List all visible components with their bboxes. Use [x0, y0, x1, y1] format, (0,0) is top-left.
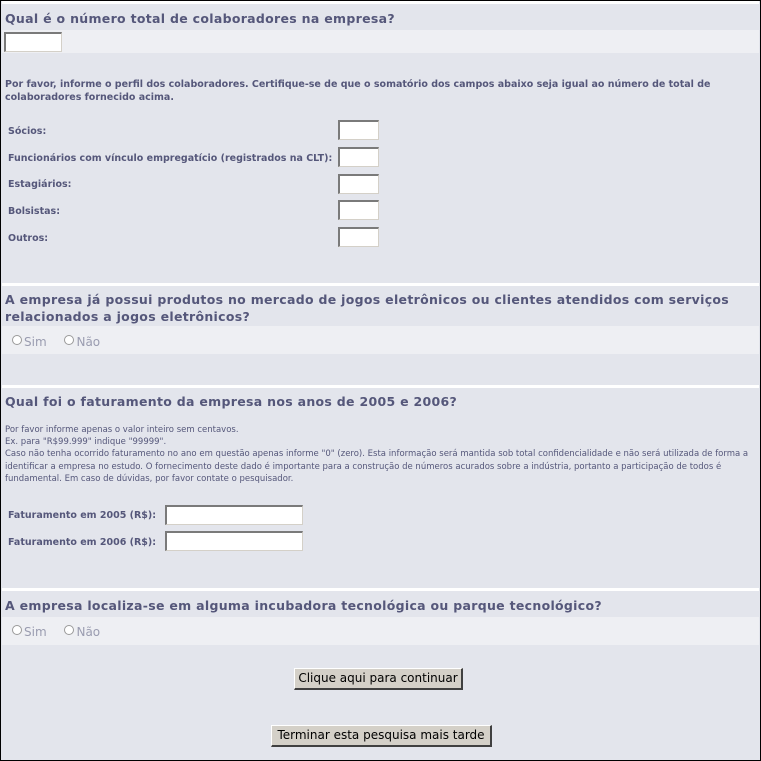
- field-label-revenue-2005: Faturamento em 2005 (R$):: [8, 510, 157, 521]
- incubator-radio-group: [12, 624, 114, 639]
- radio-label: Não: [76, 625, 101, 639]
- answer-band: [2, 617, 759, 645]
- field-label-bolsistas: Bolsistas:: [8, 206, 60, 217]
- revenue-note-integer: Por favor informe apenas o valor inteiro sem centavos.: [5, 425, 239, 435]
- radio-circle-icon[interactable]: [64, 335, 74, 345]
- field-label-revenue-2006: Faturamento em 2006 (R$):: [8, 537, 157, 548]
- radio-label: Sim: [24, 625, 47, 639]
- section-separator: [2, 283, 759, 286]
- field-label-clt: Funcionários com vínculo empregatício (registrados na CLT):: [8, 153, 333, 164]
- question-revenue: Qual foi o faturamento da empresa nos anos de 2005 e 2006?: [5, 394, 458, 409]
- radio-circle-icon[interactable]: [64, 625, 74, 635]
- answer-band: [2, 30, 759, 53]
- outros-input[interactable]: [338, 227, 379, 247]
- section-separator: [2, 385, 759, 388]
- revenue-2006-input[interactable]: [165, 531, 303, 551]
- radio-label: Não: [76, 335, 101, 349]
- answer-band: [2, 326, 759, 354]
- games-market-radio-group: [12, 334, 114, 349]
- total-employees-input[interactable]: [4, 32, 62, 52]
- question-incubator: A empresa localiza-se em alguma incubadora tecnológica ou parque tecnológico?: [5, 598, 602, 613]
- radio-nao[interactable]: [64, 625, 100, 639]
- radio-circle-icon[interactable]: [12, 335, 22, 345]
- revenue-2005-input[interactable]: [165, 505, 303, 525]
- radio-sim[interactable]: [12, 625, 47, 639]
- clt-employees-input[interactable]: [338, 147, 379, 167]
- radio-nao[interactable]: [64, 335, 100, 349]
- socios-input[interactable]: [338, 120, 379, 140]
- radio-label: Sim: [24, 335, 47, 349]
- section-separator: [2, 588, 759, 591]
- continue-button[interactable]: Clique aqui para continuar: [294, 668, 463, 690]
- question-games-market: A empresa já possui produtos no mercado de jogos eletrônicos ou clientes atendidos com serviços relacionados a jogos eletrônicos?: [5, 292, 730, 324]
- field-label-socios: Sócios:: [8, 126, 47, 137]
- question-total-employees: Qual é o número total de colaboradores na empresa?: [5, 11, 395, 26]
- radio-sim[interactable]: [12, 335, 47, 349]
- field-label-outros: Outros:: [8, 233, 49, 244]
- section-separator: [2, 1, 759, 4]
- field-label-estagiarios: Estagiários:: [8, 179, 72, 190]
- radio-circle-icon[interactable]: [12, 625, 22, 635]
- estagiarios-input[interactable]: [338, 174, 379, 194]
- revenue-note-example: Ex. para "R$99.999" indique "99999".: [5, 437, 167, 447]
- revenue-note-confidentiality: Caso não tenha ocorrido faturamento no ano em questão apenas informe "0" (zero). Esta informação será mantida sob total confidencialidade e não será utilizada de forma a identificar a empresa no estudo. O fornecimento deste dado é importante para a construção de números acurados sobre a indústria, portanto a participação de todos é fundamental. Em caso de dúvidas, por favor contate o pesquisador.: [5, 449, 749, 484]
- bolsistas-input[interactable]: [338, 200, 379, 220]
- employees-profile-instructions: Por favor, informe o perfil dos colaboradores. Certifique-se de que o somatório dos campos abaixo seja igual ao número de total de colaboradores fornecido acima.: [5, 79, 711, 103]
- finish-later-button[interactable]: Terminar esta pesquisa mais tarde: [271, 725, 492, 747]
